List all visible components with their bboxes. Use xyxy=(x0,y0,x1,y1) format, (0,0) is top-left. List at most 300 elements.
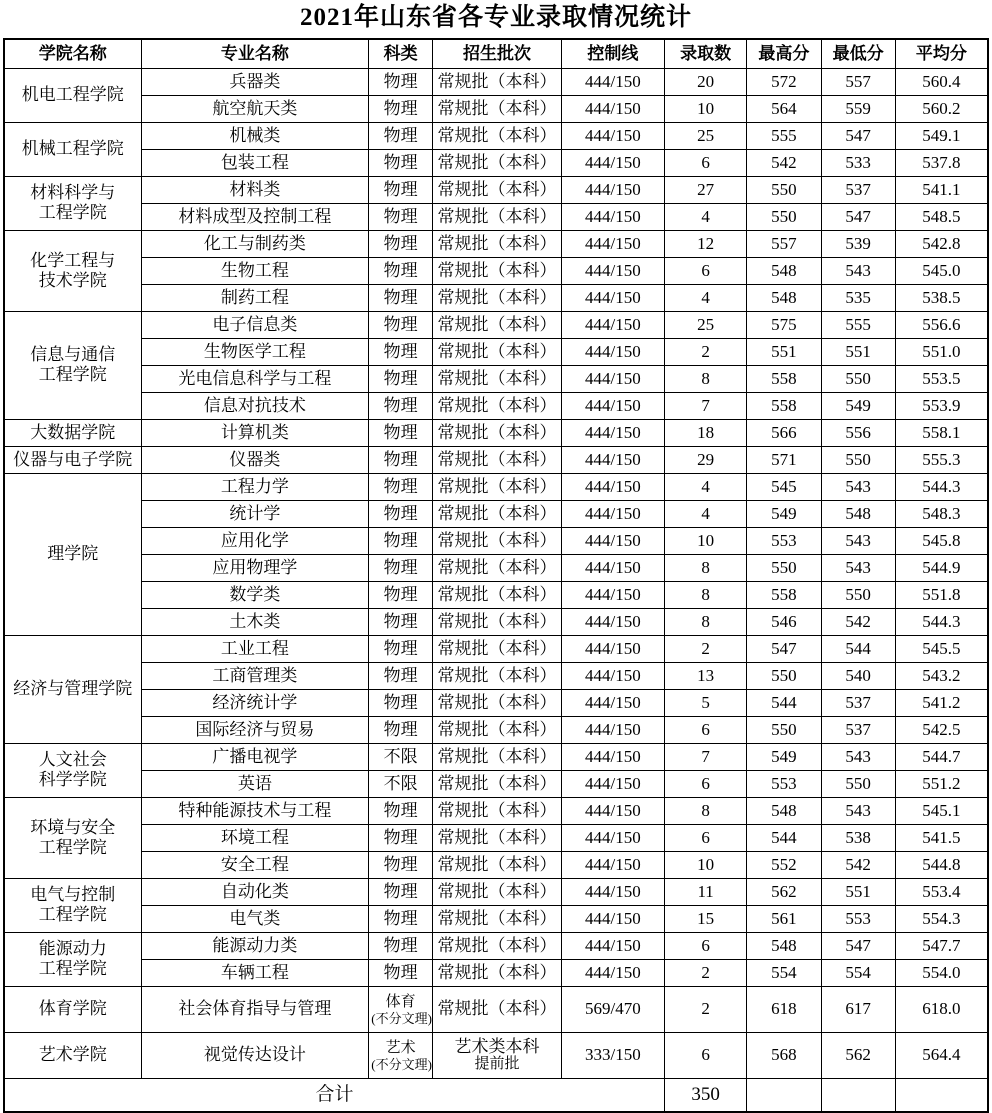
major-name-cell: 统计学 xyxy=(141,500,369,527)
max-score-cell: 548 xyxy=(747,797,821,824)
college-name-cell: 艺术学院 xyxy=(4,1032,141,1078)
batch-cell: 常规批（本科） xyxy=(433,635,562,662)
major-name-cell: 电子信息类 xyxy=(141,311,369,338)
control-line-cell: 444/150 xyxy=(561,149,664,176)
category-cell: 物理 xyxy=(369,878,433,905)
min-score-cell: 547 xyxy=(821,122,895,149)
table-row xyxy=(4,905,988,932)
control-line-cell: 444/150 xyxy=(561,527,664,554)
total-count: 350 xyxy=(664,1078,746,1112)
category-cell: 物理 xyxy=(369,284,433,311)
category-cell: 体育 (不分文理) xyxy=(369,986,433,1032)
min-score-cell: 542 xyxy=(821,851,895,878)
min-score-cell: 535 xyxy=(821,284,895,311)
min-score-cell: 543 xyxy=(821,473,895,500)
count-cell: 12 xyxy=(664,230,746,257)
major-name-cell: 光电信息科学与工程 xyxy=(141,365,369,392)
min-score-cell: 537 xyxy=(821,176,895,203)
category-cell: 物理 xyxy=(369,176,433,203)
count-cell: 7 xyxy=(664,392,746,419)
count-cell: 6 xyxy=(664,1032,746,1078)
major-name-cell: 材料类 xyxy=(141,176,369,203)
max-score-cell: 568 xyxy=(747,1032,821,1078)
table-row xyxy=(4,176,988,203)
major-name-cell: 能源动力类 xyxy=(141,932,369,959)
min-score-cell: 539 xyxy=(821,230,895,257)
count-cell: 4 xyxy=(664,284,746,311)
min-score-cell: 557 xyxy=(821,68,895,95)
avg-score-cell: 551.0 xyxy=(895,338,988,365)
table-row xyxy=(4,959,988,986)
major-name-cell: 计算机类 xyxy=(141,419,369,446)
batch-cell: 常规批（本科） xyxy=(433,419,562,446)
control-line-cell: 444/150 xyxy=(561,338,664,365)
table-row xyxy=(4,257,988,284)
batch-cell: 常规批（本科） xyxy=(433,689,562,716)
major-name-cell: 化工与制药类 xyxy=(141,230,369,257)
major-name-cell: 航空航天类 xyxy=(141,95,369,122)
max-score-cell: 547 xyxy=(747,635,821,662)
batch-cell: 常规批（本科） xyxy=(433,770,562,797)
major-name-cell: 环境工程 xyxy=(141,824,369,851)
batch-cell: 常规批（本科） xyxy=(433,959,562,986)
count-cell: 18 xyxy=(664,419,746,446)
control-line-cell: 444/150 xyxy=(561,878,664,905)
batch-cell: 常规批（本科） xyxy=(433,662,562,689)
batch-cell: 常规批（本科） xyxy=(433,68,562,95)
max-score-cell: 550 xyxy=(747,176,821,203)
major-name-cell: 兵器类 xyxy=(141,68,369,95)
category-cell: 物理 xyxy=(369,797,433,824)
control-line-cell: 444/150 xyxy=(561,635,664,662)
column-header-control-line: 控制线 xyxy=(561,39,664,69)
table-row xyxy=(4,878,988,905)
major-name-cell: 生物工程 xyxy=(141,257,369,284)
table-row xyxy=(4,851,988,878)
major-name-cell: 英语 xyxy=(141,770,369,797)
control-line-cell: 444/150 xyxy=(561,500,664,527)
min-score-cell: 544 xyxy=(821,635,895,662)
avg-score-cell: 564.4 xyxy=(895,1032,988,1078)
college-name-cell: 仪器与电子学院 xyxy=(4,446,141,473)
college-name-cell: 体育学院 xyxy=(4,986,141,1032)
major-name-cell: 应用化学 xyxy=(141,527,369,554)
table-header xyxy=(4,39,988,69)
control-line-cell: 444/150 xyxy=(561,824,664,851)
count-cell: 10 xyxy=(664,851,746,878)
column-header-college: 学院名称 xyxy=(4,39,141,69)
min-score-cell: 551 xyxy=(821,878,895,905)
min-score-cell: 551 xyxy=(821,338,895,365)
batch-cell: 常规批（本科） xyxy=(433,176,562,203)
total-empty-cell xyxy=(821,1078,895,1112)
count-cell: 8 xyxy=(664,797,746,824)
table-row xyxy=(4,365,988,392)
batch-cell: 常规批（本科） xyxy=(433,932,562,959)
category-cell: 物理 xyxy=(369,95,433,122)
min-score-cell: 550 xyxy=(821,581,895,608)
control-line-cell: 444/150 xyxy=(561,932,664,959)
control-line-cell: 444/150 xyxy=(561,905,664,932)
min-score-cell: 537 xyxy=(821,716,895,743)
max-score-cell: 555 xyxy=(747,122,821,149)
min-score-cell: 562 xyxy=(821,1032,895,1078)
max-score-cell: 553 xyxy=(747,527,821,554)
max-score-cell: 542 xyxy=(747,149,821,176)
category-cell: 物理 xyxy=(369,473,433,500)
batch-cell: 常规批（本科） xyxy=(433,338,562,365)
min-score-cell: 556 xyxy=(821,419,895,446)
min-score-cell: 533 xyxy=(821,149,895,176)
max-score-cell: 544 xyxy=(747,824,821,851)
max-score-cell: 549 xyxy=(747,500,821,527)
control-line-cell: 444/150 xyxy=(561,716,664,743)
major-name-cell: 广播电视学 xyxy=(141,743,369,770)
count-cell: 4 xyxy=(664,203,746,230)
college-name-cell: 环境与安全 工程学院 xyxy=(4,797,141,878)
avg-score-cell: 556.6 xyxy=(895,311,988,338)
count-cell: 8 xyxy=(664,608,746,635)
table-row xyxy=(4,770,988,797)
min-score-cell: 550 xyxy=(821,446,895,473)
column-header-batch: 招生批次 xyxy=(433,39,562,69)
table-row xyxy=(4,824,988,851)
control-line-cell: 444/150 xyxy=(561,365,664,392)
avg-score-cell: 618.0 xyxy=(895,986,988,1032)
avg-score-cell: 545.0 xyxy=(895,257,988,284)
batch-cell: 常规批（本科） xyxy=(433,500,562,527)
max-score-cell: 561 xyxy=(747,905,821,932)
table-row xyxy=(4,689,988,716)
major-name-cell: 自动化类 xyxy=(141,878,369,905)
max-score-cell: 564 xyxy=(747,95,821,122)
max-score-cell: 546 xyxy=(747,608,821,635)
category-cell: 物理 xyxy=(369,581,433,608)
batch-cell: 常规批（本科） xyxy=(433,581,562,608)
table-row xyxy=(4,554,988,581)
control-line-cell: 444/150 xyxy=(561,311,664,338)
table-row xyxy=(4,95,988,122)
avg-score-cell: 542.5 xyxy=(895,716,988,743)
max-score-cell: 548 xyxy=(747,932,821,959)
table-row xyxy=(4,338,988,365)
max-score-cell: 558 xyxy=(747,392,821,419)
category-cell: 物理 xyxy=(369,311,433,338)
category-cell: 物理 xyxy=(369,365,433,392)
category-cell: 物理 xyxy=(369,527,433,554)
major-name-cell: 制药工程 xyxy=(141,284,369,311)
column-header-max: 最高分 xyxy=(747,39,821,69)
avg-score-cell: 553.5 xyxy=(895,365,988,392)
avg-score-cell: 544.8 xyxy=(895,851,988,878)
column-header-min: 最低分 xyxy=(821,39,895,69)
max-score-cell: 552 xyxy=(747,851,821,878)
max-score-cell: 550 xyxy=(747,662,821,689)
table-row xyxy=(4,932,988,959)
batch-cell: 常规批（本科） xyxy=(433,311,562,338)
category-cell: 物理 xyxy=(369,689,433,716)
avg-score-cell: 560.2 xyxy=(895,95,988,122)
major-name-cell: 材料成型及控制工程 xyxy=(141,203,369,230)
admission-statistics-table xyxy=(3,38,989,1113)
avg-score-cell: 554.3 xyxy=(895,905,988,932)
count-cell: 2 xyxy=(664,986,746,1032)
min-score-cell: 554 xyxy=(821,959,895,986)
min-score-cell: 543 xyxy=(821,527,895,554)
avg-score-cell: 547.7 xyxy=(895,932,988,959)
control-line-cell: 444/150 xyxy=(561,581,664,608)
avg-score-cell: 553.9 xyxy=(895,392,988,419)
category-cell: 物理 xyxy=(369,230,433,257)
count-cell: 25 xyxy=(664,122,746,149)
control-line-cell: 444/150 xyxy=(561,689,664,716)
max-score-cell: 572 xyxy=(747,68,821,95)
major-name-cell: 土木类 xyxy=(141,608,369,635)
avg-score-cell: 543.2 xyxy=(895,662,988,689)
control-line-cell: 444/150 xyxy=(561,797,664,824)
table-row xyxy=(4,122,988,149)
batch-cell: 常规批（本科） xyxy=(433,527,562,554)
table-row xyxy=(4,203,988,230)
max-score-cell: 575 xyxy=(747,311,821,338)
batch-cell: 常规批（本科） xyxy=(433,878,562,905)
category-cell: 艺术 (不分文理) xyxy=(369,1032,433,1078)
min-score-cell: 543 xyxy=(821,257,895,284)
table-row xyxy=(4,311,988,338)
count-cell: 8 xyxy=(664,554,746,581)
control-line-cell: 444/150 xyxy=(561,284,664,311)
major-name-cell: 工程力学 xyxy=(141,473,369,500)
total-label: 合计 xyxy=(4,1078,664,1112)
min-score-cell: 548 xyxy=(821,500,895,527)
major-name-cell: 视觉传达设计 xyxy=(141,1032,369,1078)
avg-score-cell: 549.1 xyxy=(895,122,988,149)
max-score-cell: 562 xyxy=(747,878,821,905)
avg-score-cell: 544.3 xyxy=(895,608,988,635)
count-cell: 6 xyxy=(664,149,746,176)
college-name-cell: 机电工程学院 xyxy=(4,68,141,122)
max-score-cell: 571 xyxy=(747,446,821,473)
avg-score-cell: 544.9 xyxy=(895,554,988,581)
major-name-cell: 生物医学工程 xyxy=(141,338,369,365)
max-score-cell: 550 xyxy=(747,716,821,743)
count-cell: 6 xyxy=(664,257,746,284)
max-score-cell: 544 xyxy=(747,689,821,716)
count-cell: 10 xyxy=(664,95,746,122)
column-header-avg: 平均分 xyxy=(895,39,988,69)
control-line-cell: 444/150 xyxy=(561,770,664,797)
category-cell: 不限 xyxy=(369,770,433,797)
max-score-cell: 551 xyxy=(747,338,821,365)
min-score-cell: 543 xyxy=(821,554,895,581)
college-name-cell: 机械工程学院 xyxy=(4,122,141,176)
table-row xyxy=(4,419,988,446)
min-score-cell: 543 xyxy=(821,797,895,824)
avg-score-cell: 548.5 xyxy=(895,203,988,230)
max-score-cell: 548 xyxy=(747,257,821,284)
count-cell: 6 xyxy=(664,932,746,959)
table-body xyxy=(4,68,988,1112)
category-cell: 物理 xyxy=(369,338,433,365)
category-cell: 物理 xyxy=(369,122,433,149)
max-score-cell: 558 xyxy=(747,581,821,608)
batch-cell: 常规批（本科） xyxy=(433,716,562,743)
batch-cell: 常规批（本科） xyxy=(433,365,562,392)
count-cell: 2 xyxy=(664,635,746,662)
major-name-cell: 信息对抗技术 xyxy=(141,392,369,419)
min-score-cell: 559 xyxy=(821,95,895,122)
control-line-cell: 444/150 xyxy=(561,203,664,230)
table-row xyxy=(4,446,988,473)
avg-score-cell: 555.3 xyxy=(895,446,988,473)
count-cell: 29 xyxy=(664,446,746,473)
control-line-cell: 444/150 xyxy=(561,608,664,635)
min-score-cell: 550 xyxy=(821,365,895,392)
min-score-cell: 540 xyxy=(821,662,895,689)
batch-cell: 常规批（本科） xyxy=(433,203,562,230)
table-row xyxy=(4,716,988,743)
batch-cell: 常规批（本科） xyxy=(433,257,562,284)
major-name-cell: 特种能源技术与工程 xyxy=(141,797,369,824)
control-line-cell: 444/150 xyxy=(561,122,664,149)
college-name-cell: 材料科学与 工程学院 xyxy=(4,176,141,230)
table-row xyxy=(4,527,988,554)
table-row xyxy=(4,473,988,500)
column-header-category: 科类 xyxy=(369,39,433,69)
count-cell: 6 xyxy=(664,770,746,797)
category-cell: 物理 xyxy=(369,959,433,986)
category-cell: 物理 xyxy=(369,419,433,446)
max-score-cell: 618 xyxy=(747,986,821,1032)
table-row xyxy=(4,149,988,176)
max-score-cell: 554 xyxy=(747,959,821,986)
control-line-cell: 444/150 xyxy=(561,419,664,446)
category-cell: 物理 xyxy=(369,446,433,473)
control-line-cell: 444/150 xyxy=(561,95,664,122)
college-name-cell: 人文社会 科学学院 xyxy=(4,743,141,797)
batch-cell: 常规批（本科） xyxy=(433,608,562,635)
batch-cell: 常规批（本科） xyxy=(433,851,562,878)
max-score-cell: 557 xyxy=(747,230,821,257)
min-score-cell: 555 xyxy=(821,311,895,338)
avg-score-cell: 537.8 xyxy=(895,149,988,176)
count-cell: 8 xyxy=(664,581,746,608)
category-cell: 物理 xyxy=(369,824,433,851)
category-cell: 物理 xyxy=(369,554,433,581)
college-name-cell: 信息与通信 工程学院 xyxy=(4,311,141,419)
category-cell: 物理 xyxy=(369,932,433,959)
major-name-cell: 仪器类 xyxy=(141,446,369,473)
min-score-cell: 553 xyxy=(821,905,895,932)
college-name-cell: 能源动力 工程学院 xyxy=(4,932,141,986)
min-score-cell: 549 xyxy=(821,392,895,419)
category-cell: 物理 xyxy=(369,68,433,95)
batch-cell: 常规批（本科） xyxy=(433,95,562,122)
control-line-cell: 444/150 xyxy=(561,392,664,419)
major-name-cell: 工业工程 xyxy=(141,635,369,662)
header-row xyxy=(4,39,988,69)
count-cell: 4 xyxy=(664,500,746,527)
count-cell: 11 xyxy=(664,878,746,905)
max-score-cell: 548 xyxy=(747,284,821,311)
max-score-cell: 550 xyxy=(747,203,821,230)
max-score-cell: 558 xyxy=(747,365,821,392)
batch-cell: 常规批（本科） xyxy=(433,284,562,311)
batch-cell: 常规批（本科） xyxy=(433,986,562,1032)
major-name-cell: 电气类 xyxy=(141,905,369,932)
category-cell: 物理 xyxy=(369,608,433,635)
major-name-cell: 工商管理类 xyxy=(141,662,369,689)
avg-score-cell: 548.3 xyxy=(895,500,988,527)
category-cell: 物理 xyxy=(369,257,433,284)
control-line-cell: 444/150 xyxy=(561,554,664,581)
category-cell: 不限 xyxy=(369,743,433,770)
table-row xyxy=(4,392,988,419)
major-name-cell: 安全工程 xyxy=(141,851,369,878)
avg-score-cell: 541.5 xyxy=(895,824,988,851)
control-line-cell: 444/150 xyxy=(561,446,664,473)
count-cell: 27 xyxy=(664,176,746,203)
min-score-cell: 537 xyxy=(821,689,895,716)
avg-score-cell: 545.5 xyxy=(895,635,988,662)
college-name-cell: 化学工程与 技术学院 xyxy=(4,230,141,311)
table-row xyxy=(4,1032,988,1078)
count-cell: 20 xyxy=(664,68,746,95)
count-cell: 13 xyxy=(664,662,746,689)
control-line-cell: 569/470 xyxy=(561,986,664,1032)
count-cell: 15 xyxy=(664,905,746,932)
table-row xyxy=(4,743,988,770)
batch-cell: 常规批（本科） xyxy=(433,473,562,500)
category-cell: 物理 xyxy=(369,716,433,743)
column-header-major: 专业名称 xyxy=(141,39,369,69)
major-name-cell: 车辆工程 xyxy=(141,959,369,986)
control-line-cell: 444/150 xyxy=(561,257,664,284)
batch-cell: 常规批（本科） xyxy=(433,743,562,770)
min-score-cell: 617 xyxy=(821,986,895,1032)
avg-score-cell: 542.8 xyxy=(895,230,988,257)
control-line-cell: 444/150 xyxy=(561,959,664,986)
major-name-cell: 包装工程 xyxy=(141,149,369,176)
min-score-cell: 547 xyxy=(821,203,895,230)
control-line-cell: 444/150 xyxy=(561,230,664,257)
control-line-cell: 444/150 xyxy=(561,851,664,878)
control-line-cell: 444/150 xyxy=(561,473,664,500)
min-score-cell: 538 xyxy=(821,824,895,851)
max-score-cell: 550 xyxy=(747,554,821,581)
table-row xyxy=(4,230,988,257)
control-line-cell: 444/150 xyxy=(561,68,664,95)
major-name-cell: 数学类 xyxy=(141,581,369,608)
college-name-cell: 大数据学院 xyxy=(4,419,141,446)
count-cell: 25 xyxy=(664,311,746,338)
category-cell: 物理 xyxy=(369,851,433,878)
column-header-count: 录取数 xyxy=(664,39,746,69)
table-row xyxy=(4,986,988,1032)
batch-cell: 常规批（本科） xyxy=(433,122,562,149)
avg-score-cell: 538.5 xyxy=(895,284,988,311)
major-name-cell: 社会体育指导与管理 xyxy=(141,986,369,1032)
avg-score-cell: 554.0 xyxy=(895,959,988,986)
control-line-cell: 444/150 xyxy=(561,662,664,689)
max-score-cell: 545 xyxy=(747,473,821,500)
category-cell: 物理 xyxy=(369,662,433,689)
avg-score-cell: 551.8 xyxy=(895,581,988,608)
avg-score-cell: 553.4 xyxy=(895,878,988,905)
min-score-cell: 543 xyxy=(821,743,895,770)
total-empty-cell xyxy=(747,1078,821,1112)
college-name-cell: 经济与管理学院 xyxy=(4,635,141,743)
